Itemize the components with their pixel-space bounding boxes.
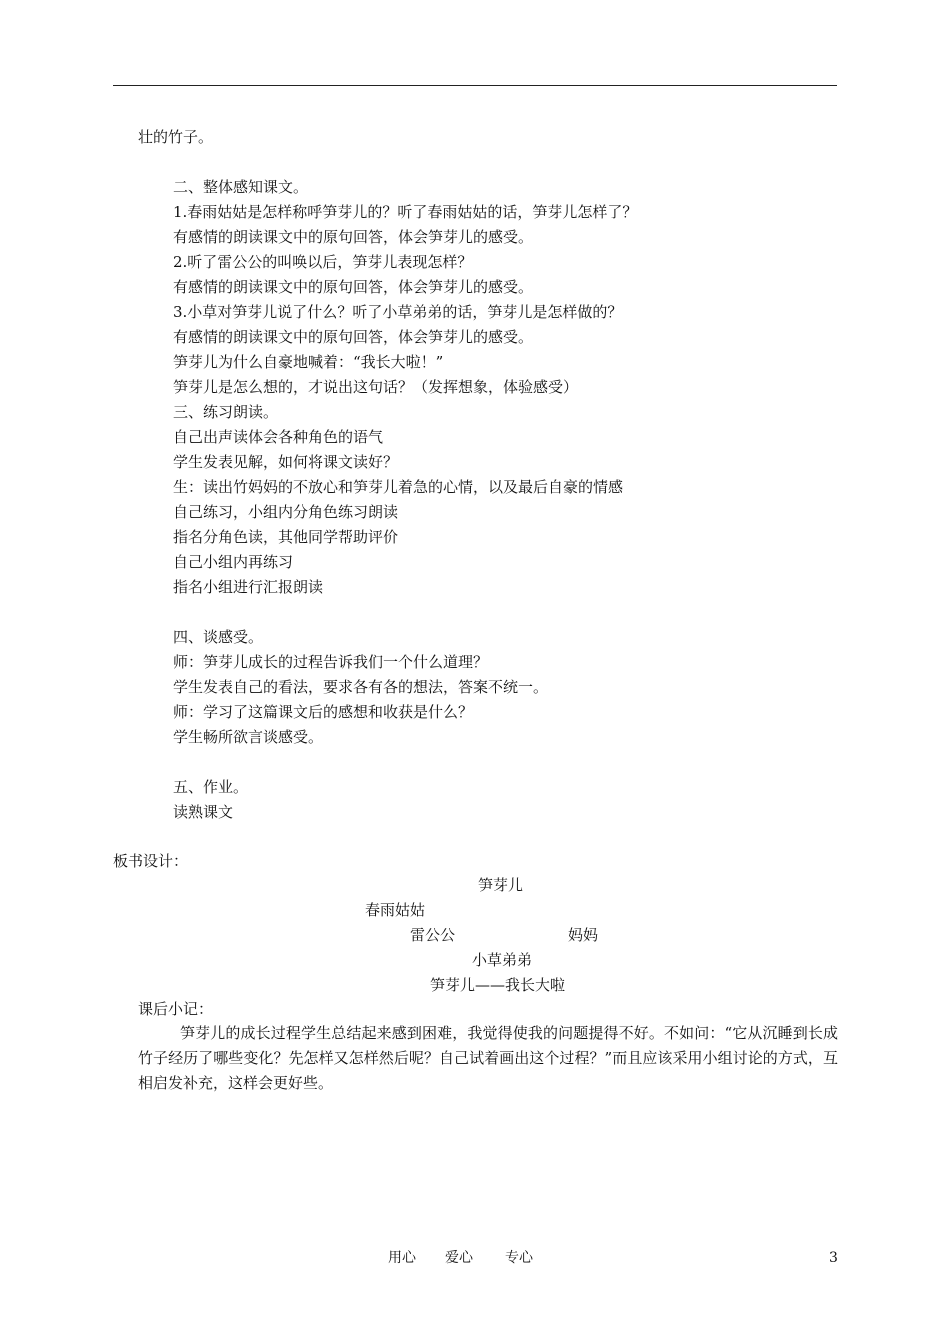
board-spring-rain: 春雨姑姑	[365, 901, 426, 919]
section-5-heading: 五、作业。	[173, 778, 249, 796]
section-2-question-3: 3.小草对笋芽儿说了什么？听了小草弟弟的话，笋芽儿是怎样做的？	[173, 303, 623, 321]
section-2-question-4: 笋芽儿为什么自豪地喊着：“我长大啦！”	[173, 353, 444, 371]
page-number: 3	[829, 1250, 838, 1266]
section-2-question-5: 笋芽儿是怎么想的，才说出这句话？（发挥想象，体验感受）	[173, 378, 579, 396]
section-3-line-3: 生：读出竹妈妈的不放心和笋芽儿着急的心情，以及最后自豪的情感	[173, 478, 624, 496]
after-class-notes-heading: 课后小记：	[138, 1000, 214, 1018]
section-3-heading: 三、练习朗读。	[173, 403, 279, 421]
section-2-answer-2: 有感情的朗读课文中的原句回答，体会笋芽儿的感受。	[173, 278, 534, 296]
section-3-line-5: 指名分角色读，其他同学帮助评价	[173, 528, 399, 546]
section-3-line-4: 自己练习，小组内分角色练习朗读	[173, 503, 399, 521]
after-class-notes-body: 笋芽儿的成长过程学生总结起来感到困难，我觉得使我的问题提得不好。不如问：“它从沉睡到长成竹子经历了哪些变化？先怎样又怎样然后呢？自己试着画出这个过程？”而且应该采用小组讨论的方式，互相启发补充，这样会更好些。	[138, 1024, 838, 1092]
section-4-heading: 四、谈感受。	[173, 628, 264, 646]
section-2-answer-3: 有感情的朗读课文中的原句回答，体会笋芽儿的感受。	[173, 328, 534, 346]
board-grass: 小草弟弟	[472, 951, 533, 969]
section-2-answer-1: 有感情的朗读课文中的原句回答，体会笋芽儿的感受。	[173, 228, 534, 246]
continuation-text: 壮的竹子。	[138, 128, 214, 146]
section-3-line-1: 自己出声读体会各种角色的语气	[173, 428, 384, 446]
board-conclusion: 笋芽儿——我长大啦	[430, 976, 566, 994]
section-2-heading: 二、整体感知课文。	[173, 178, 309, 196]
footer-motto-3: 专心	[505, 1250, 533, 1266]
footer-motto-1: 用心	[388, 1250, 416, 1266]
section-3-line-6: 自己小组内再练习	[173, 553, 294, 571]
section-4-line-4: 学生畅所欲言谈感受。	[173, 728, 324, 746]
section-3-line-7: 指名小组进行汇报朗读	[173, 578, 324, 596]
section-2-question-2: 2.听了雷公公的叫唤以后，笋芽儿表现怎样？	[173, 253, 473, 271]
section-2-question-1: 1.春雨姑姑是怎样称呼笋芽儿的？听了春雨姑姑的话，笋芽儿怎样了？	[173, 203, 638, 221]
board-design-heading: 板书设计：	[113, 852, 189, 870]
footer-motto-2: 爱心	[445, 1250, 473, 1266]
board-title: 笋芽儿	[478, 876, 524, 894]
board-thunder: 雷公公	[410, 926, 456, 944]
board-mother: 妈妈	[568, 926, 599, 944]
section-4-line-2: 学生发表自己的看法，要求各有各的想法，答案不统一。	[173, 678, 549, 696]
header-rule	[113, 85, 837, 86]
section-4-line-3: 师：学习了这篇课文后的感想和收获是什么？	[173, 703, 474, 721]
section-3-line-2: 学生发表见解，如何将课文读好？	[173, 453, 399, 471]
section-4-line-1: 师：笋芽儿成长的过程告诉我们一个什么道理？	[173, 653, 489, 671]
section-5-line-1: 读熟课文	[173, 803, 234, 821]
